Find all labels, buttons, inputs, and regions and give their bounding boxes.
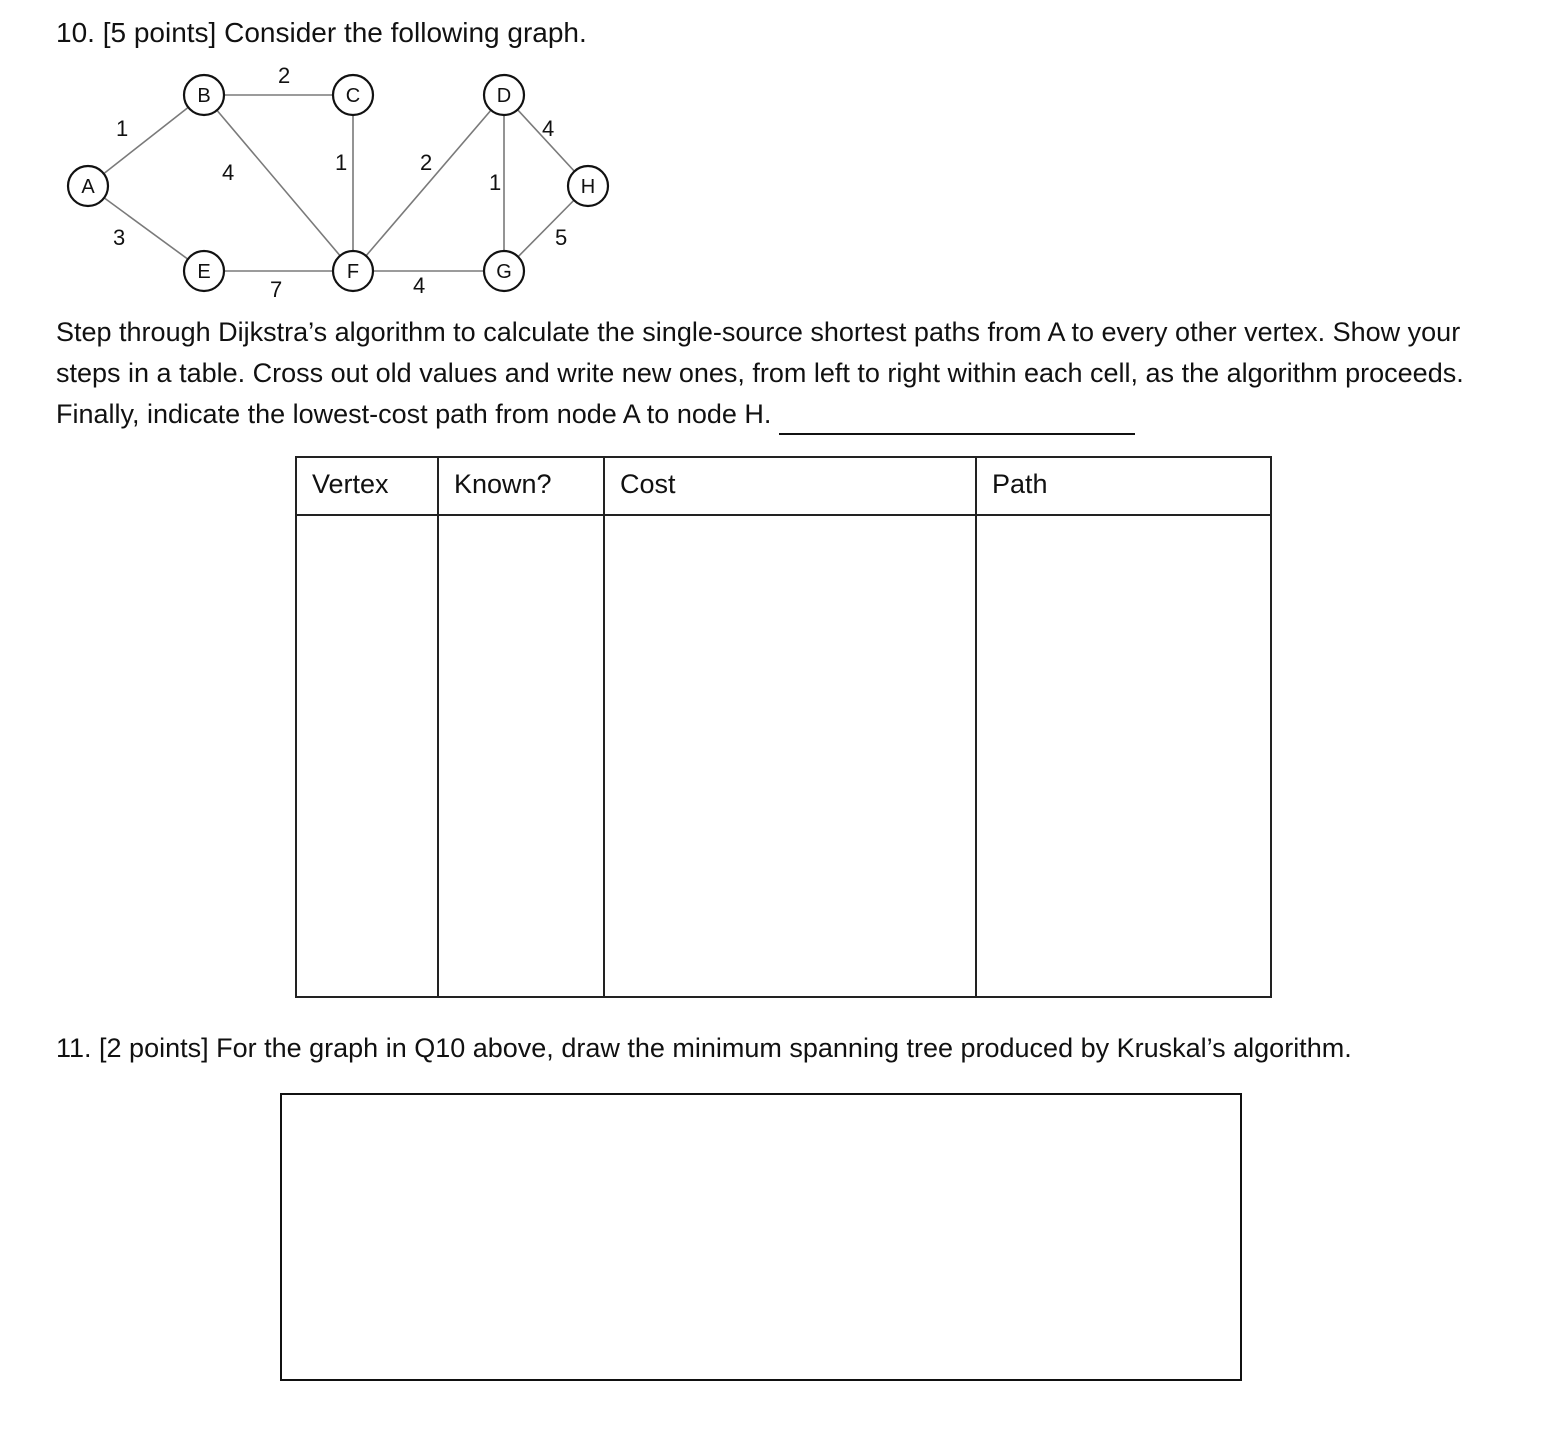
known-answer-cell[interactable]	[438, 515, 604, 997]
edge-a-b	[88, 95, 204, 186]
weight-a-b: 1	[116, 116, 129, 141]
node-e	[184, 251, 224, 291]
node-b	[184, 75, 224, 115]
lowest-cost-path-answer-blank[interactable]	[779, 405, 1135, 435]
edge-d-f	[353, 95, 504, 271]
table-row	[296, 515, 1271, 997]
header-known: Known?	[438, 457, 604, 515]
table-header-row	[296, 457, 1271, 515]
instructions-line-3-wrap	[56, 394, 1546, 435]
header-path: Path	[976, 457, 1271, 515]
graph-nodes	[68, 75, 608, 291]
weight-a-e: 3	[113, 225, 126, 250]
graph-edges	[88, 95, 588, 271]
weight-g-h: 5	[555, 225, 568, 250]
instructions-line-1: Step through Dijkstra’s algorithm to calculate the single-source shortest paths from A to every other vertex. Show your	[56, 317, 1461, 347]
node-label-d: D	[496, 85, 512, 107]
node-label-e: E	[197, 261, 211, 283]
question-11-title: 11. [2 points] For the graph in Q10 above, draw the minimum spanning tree produced by Kruskal’s algorithm.	[56, 1033, 1352, 1063]
node-g	[484, 251, 524, 291]
node-label-a: A	[81, 176, 95, 198]
header-vertex: Vertex	[296, 457, 438, 515]
node-label-h: H	[580, 176, 596, 198]
node-d	[484, 75, 524, 115]
node-a	[68, 166, 108, 206]
instructions-line-3: Finally, indicate the lowest-cost path from node A to node H.	[56, 399, 772, 429]
header-cost: Cost	[604, 457, 976, 515]
question-10-title: 10. [5 points] Consider the following graph.	[56, 17, 587, 48]
question-10-instructions	[56, 312, 1546, 435]
weight-b-f: 4	[222, 160, 235, 185]
mst-answer-box[interactable]	[280, 1093, 1242, 1381]
node-c	[333, 75, 373, 115]
node-label-f: F	[346, 261, 360, 283]
instructions-line-2: steps in a table. Cross out old values and write new ones, from left to right within each cell, as the algorithm proceeds.	[56, 358, 1464, 388]
weight-b-c: 2	[278, 63, 291, 88]
node-f	[333, 251, 373, 291]
node-label-g: G	[496, 261, 512, 283]
path-answer-cell[interactable]	[976, 515, 1271, 997]
weight-d-h: 4	[542, 116, 555, 141]
cost-answer-cell[interactable]	[604, 515, 976, 997]
node-h	[568, 166, 608, 206]
weight-f-g: 4	[413, 273, 426, 298]
weight-d-g: 1	[489, 170, 502, 195]
vertex-answer-cell[interactable]	[296, 515, 438, 997]
weight-e-f: 7	[270, 277, 283, 302]
edge-a-e	[88, 186, 204, 271]
weight-c-f: 1	[335, 150, 348, 175]
weight-d-f: 2	[420, 150, 433, 175]
node-label-c: C	[345, 85, 361, 107]
dijkstra-steps-table	[295, 456, 1272, 998]
graph-diagram	[0, 0, 700, 320]
node-label-b: B	[197, 85, 211, 107]
